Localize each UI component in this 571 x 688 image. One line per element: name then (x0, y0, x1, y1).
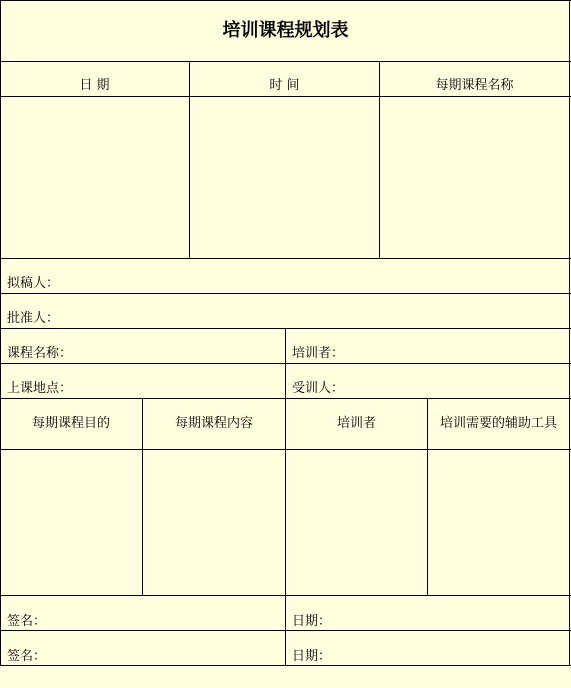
drafter-label: 拟稿人： (7, 276, 60, 291)
header-objective: 每期课程目的 (31, 416, 110, 431)
trainer-label: 培训者： (292, 346, 345, 361)
divider (0, 258, 571, 259)
course-name-label: 课程名称： (7, 346, 73, 361)
divider (0, 293, 571, 294)
header-trainer: 培训者 (336, 416, 376, 431)
signature-label: 签名： (7, 649, 47, 664)
divider (285, 595, 286, 666)
divider (0, 96, 571, 97)
header-tools: 培训需要的辅助工具 (439, 416, 557, 431)
header-time: 时 间 (269, 78, 300, 93)
trainee-label: 受训人： (292, 381, 345, 396)
divider (0, 61, 571, 62)
border-top (0, 0, 571, 1)
header-content: 每期课程内容 (174, 416, 253, 431)
header-date: 日 期 (79, 78, 110, 93)
border-left (0, 0, 1, 666)
divider (285, 328, 286, 399)
location-label: 上课地点： (7, 381, 73, 396)
form-title: 培训课程规划表 (222, 20, 349, 41)
date-label: 日期： (292, 649, 332, 664)
approver-label: 批准人： (7, 311, 60, 326)
border-right (569, 0, 570, 666)
header-course-name-each: 每期课程名称 (435, 78, 514, 93)
signature-label: 签名： (7, 614, 47, 629)
date-label: 日期： (292, 614, 332, 629)
